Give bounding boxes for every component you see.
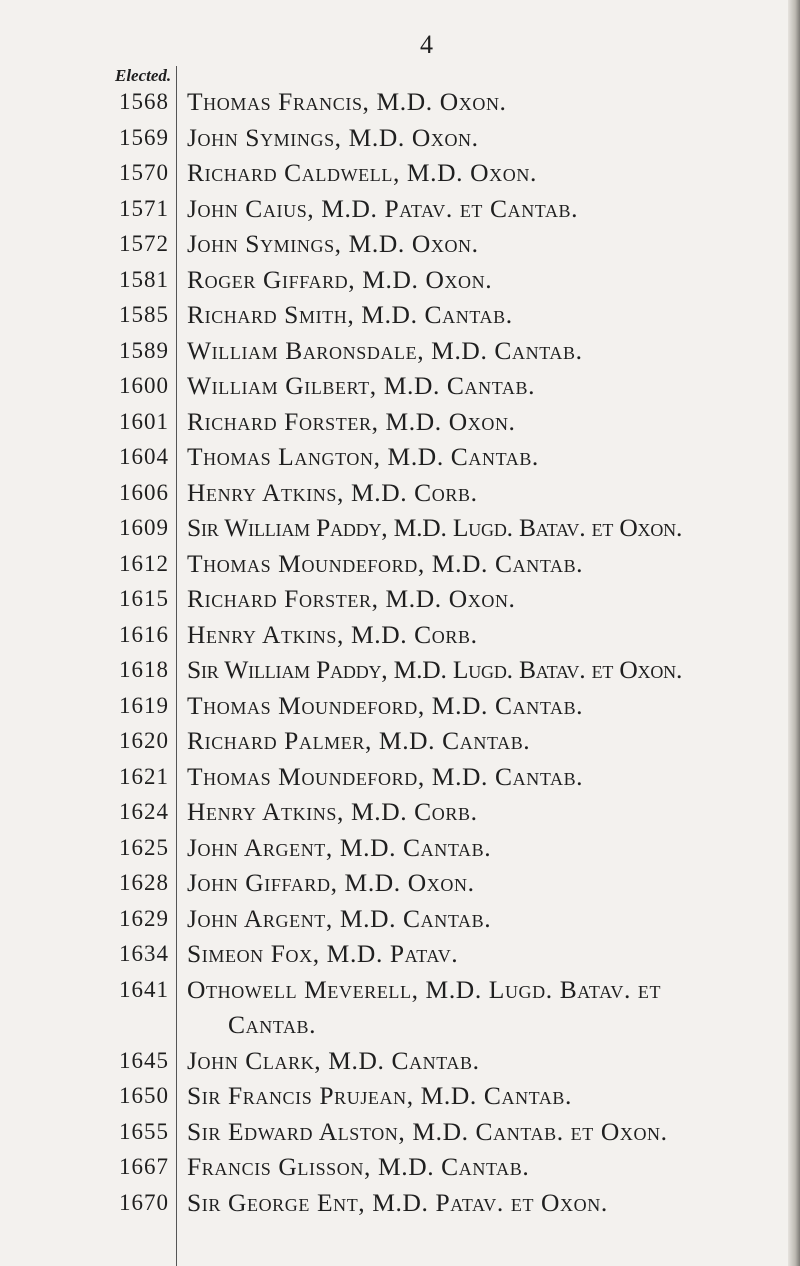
list-item <box>0 759 790 795</box>
list-item <box>0 333 790 369</box>
list-item <box>0 865 790 901</box>
list-item <box>0 652 790 688</box>
list-item <box>0 581 790 617</box>
president-name: Richard Smith, M.D. Cantab. <box>187 300 513 329</box>
president-name: John Caius, M.D. Patav. et Cantab. <box>187 193 579 223</box>
election-year: 1589 <box>119 337 169 363</box>
president-name: Sir Francis Prujean, M.D. Cantab. <box>187 1081 573 1110</box>
election-year: 1606 <box>119 479 169 505</box>
president-name: Sir George Ent, M.D. Patav. et Oxon. <box>187 1187 608 1217</box>
list-item <box>0 120 790 156</box>
election-year: 1604 <box>119 444 169 469</box>
election-year: 1624 <box>119 799 169 824</box>
president-name: John Argent, M.D. Cantab. <box>187 903 492 933</box>
election-year: 1645 <box>119 1047 169 1073</box>
president-name: John Symings, M.D. Oxon. <box>187 122 479 152</box>
election-year: 1667 <box>119 1154 169 1179</box>
president-name-continuation: Cantab. <box>228 1010 317 1039</box>
president-name: William Baronsdale, M.D. Cantab. <box>187 335 583 365</box>
president-name: John Symings, M.D. Oxon. <box>187 229 479 258</box>
list-item <box>0 972 790 1043</box>
president-name: Thomas Moundeford, M.D. Cantab. <box>187 690 584 720</box>
election-year: 1641 <box>119 976 169 1002</box>
president-name: Henry Atkins, M.D. Corb. <box>187 797 478 826</box>
list-item <box>0 439 790 475</box>
election-year: 1621 <box>119 763 169 789</box>
list-item <box>0 1114 790 1150</box>
election-year: 1615 <box>119 586 169 611</box>
election-year: 1600 <box>119 373 169 398</box>
president-name: Othowell Meverell, M.D. Lugd. Batav. et <box>187 974 662 1004</box>
president-name: Henry Atkins, M.D. Corb. <box>187 477 478 507</box>
president-name: Thomas Langton, M.D. Cantab. <box>187 442 539 471</box>
election-year: 1628 <box>119 870 169 895</box>
list-item <box>0 1078 790 1114</box>
list-item <box>0 1043 790 1079</box>
election-year: 1650 <box>119 1083 169 1108</box>
election-year: 1568 <box>119 89 169 114</box>
president-name: Thomas Moundeford, M.D. Cantab. <box>187 548 584 578</box>
election-year: 1670 <box>119 1189 169 1215</box>
president-name: Richard Caldwell, M.D. Oxon. <box>187 158 537 187</box>
president-name: Richard Palmer, M.D. Cantab. <box>187 726 531 755</box>
president-name: John Clark, M.D. Cantab. <box>187 1045 480 1075</box>
list-item <box>0 830 790 866</box>
list-item <box>0 475 790 511</box>
list-item <box>0 226 790 262</box>
election-year: 1569 <box>119 124 169 150</box>
election-year: 1619 <box>119 692 169 718</box>
president-name: Sir William Paddy, M.D. Lugd. Batav. et Oxon. <box>187 513 683 542</box>
list-item <box>0 191 790 227</box>
president-name: Thomas Francis, M.D. Oxon. <box>187 87 507 116</box>
election-year: 1571 <box>119 195 169 221</box>
president-name: William Gilbert, M.D. Cantab. <box>187 371 536 400</box>
list-item <box>0 510 790 546</box>
election-year: 1609 <box>119 515 169 540</box>
list-item <box>0 155 790 191</box>
list-item <box>0 368 790 404</box>
list-item <box>0 1185 790 1221</box>
president-name: Sir Edward Alston, M.D. Cantab. et Oxon. <box>187 1116 668 1146</box>
list-item <box>0 84 790 120</box>
president-name: Simeon Fox, M.D. Patav. <box>187 939 459 968</box>
election-year: 1570 <box>119 160 169 185</box>
list-item <box>0 1149 790 1185</box>
election-year: 1601 <box>119 408 169 434</box>
president-name: Richard Forster, M.D. Oxon. <box>187 584 516 613</box>
president-name: Roger Giffard, M.D. Oxon. <box>187 264 493 294</box>
election-year: 1581 <box>119 266 169 292</box>
president-name: John Giffard, M.D. Oxon. <box>187 868 475 897</box>
elected-column-label: Elected. <box>115 66 172 85</box>
president-name: Francis Glisson, M.D. Cantab. <box>187 1152 530 1181</box>
president-name: Thomas Moundeford, M.D. Cantab. <box>187 761 584 791</box>
president-name: Sir William Paddy, M.D. Lugd. Batav. et Oxon. <box>187 655 683 684</box>
election-year: 1634 <box>119 941 169 966</box>
election-year: 1585 <box>119 302 169 327</box>
presidents-list <box>0 84 790 1220</box>
president-name: John Argent, M.D. Cantab. <box>187 832 492 862</box>
president-name: Richard Forster, M.D. Oxon. <box>187 406 516 436</box>
election-year: 1612 <box>119 550 169 576</box>
list-item <box>0 723 790 759</box>
election-year: 1572 <box>119 231 169 256</box>
election-year: 1618 <box>119 657 169 682</box>
election-year: 1616 <box>119 621 169 647</box>
president-name: Henry Atkins, M.D. Corb. <box>187 619 478 649</box>
list-item <box>0 617 790 653</box>
list-item <box>0 901 790 937</box>
list-item <box>0 262 790 298</box>
list-item <box>0 688 790 724</box>
list-item <box>0 546 790 582</box>
list-item <box>0 404 790 440</box>
election-year: 1629 <box>119 905 169 931</box>
list-item <box>0 794 790 830</box>
election-year: 1655 <box>119 1118 169 1144</box>
election-year: 1620 <box>119 728 169 753</box>
list-item <box>0 297 790 333</box>
page-number: 4 <box>420 30 433 59</box>
election-year: 1625 <box>119 834 169 860</box>
list-item <box>0 936 790 972</box>
